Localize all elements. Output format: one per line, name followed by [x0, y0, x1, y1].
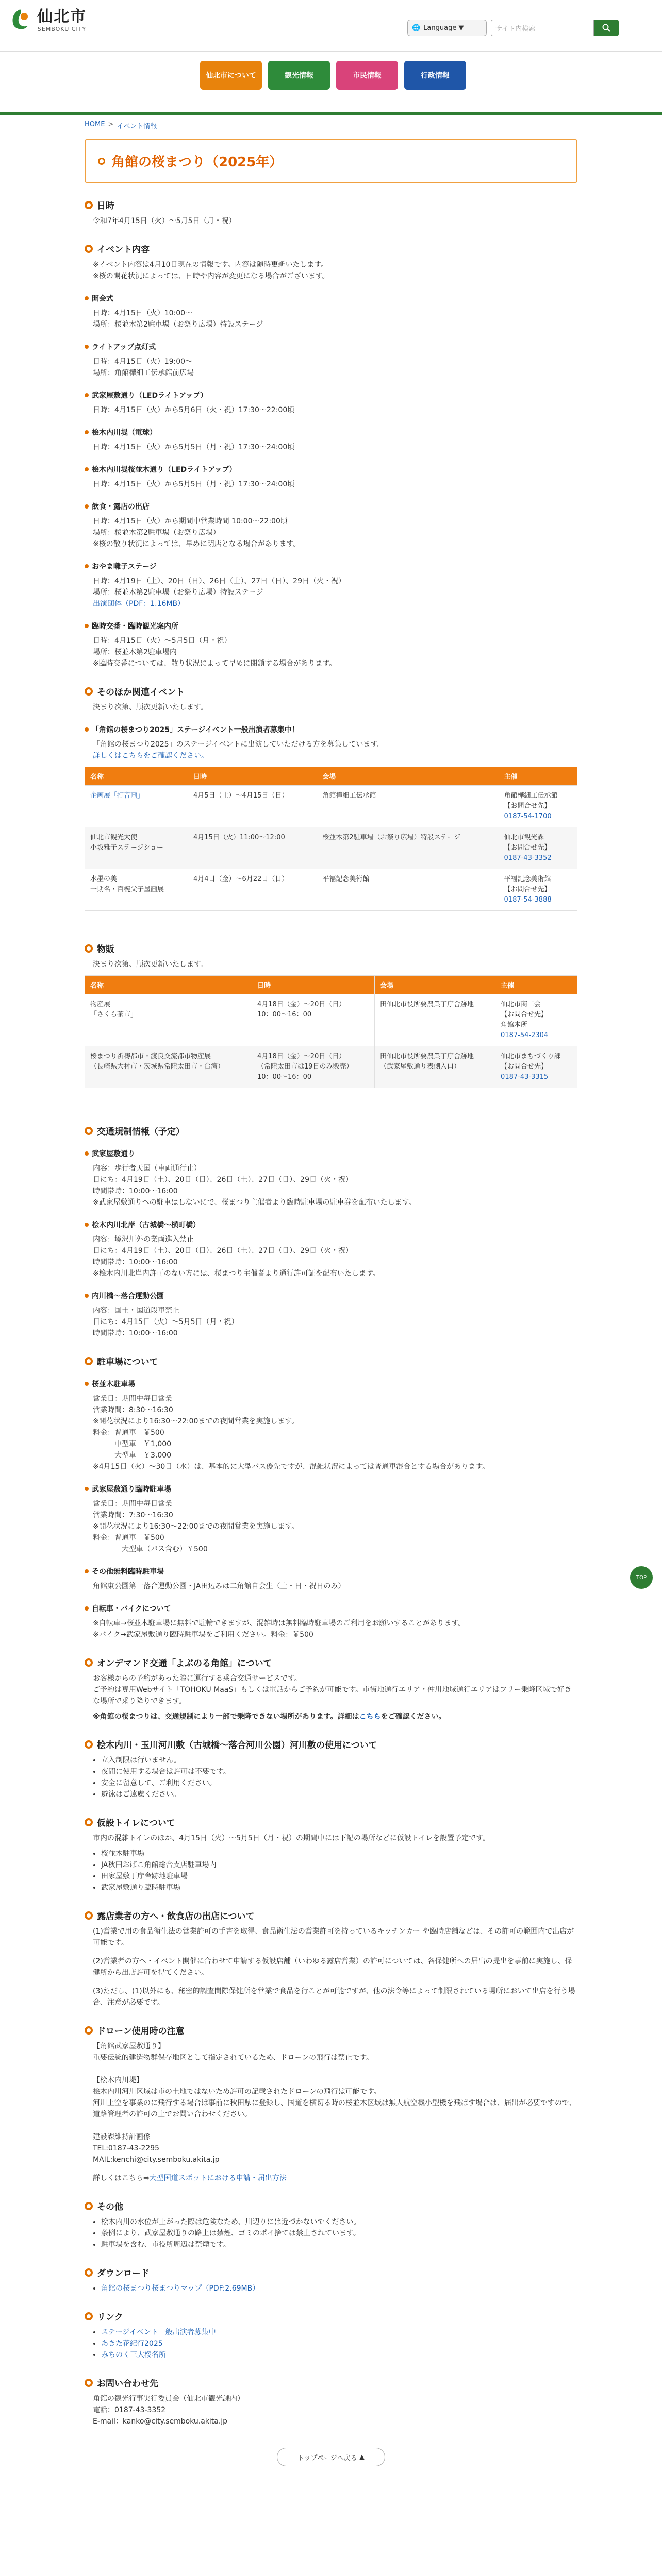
table-cell-text: 【お問合せ先】: [501, 1011, 548, 1019]
section-vendor-heading: 露店業者の方へ・飲食店の出店について: [85, 1909, 577, 1922]
detail: [93, 1498, 577, 1555]
table-cell-text: 仙北市商工会: [501, 1001, 541, 1008]
toilet-list: [101, 1848, 577, 1893]
table-row: [85, 786, 577, 827]
text-line: 内容：歩行者天国（車両通行止）: [93, 1164, 201, 1173]
search-input[interactable]: [491, 20, 594, 36]
page-title: [85, 139, 577, 183]
subheading: [85, 621, 577, 631]
text-line: 【角館武家屋敷通り】: [93, 2042, 165, 2050]
table-cell-link[interactable]: 企画展「打音画」: [90, 792, 144, 800]
text-line: 日時：4月15日（火）～5月5日（月・祝）: [93, 637, 231, 645]
ondemand-note-link[interactable]: こちら: [359, 1713, 381, 1721]
text-line: 場所：桜並木第2駐車場（お祭り広場）特設ステージ: [93, 320, 263, 329]
heading-circle-icon: [85, 1357, 93, 1365]
traffic-items: [85, 1148, 577, 1339]
table-cell: [85, 827, 188, 869]
table-cell-text: 【お問合せ先】: [504, 886, 551, 893]
subheading-text: 開会式: [92, 295, 113, 303]
subheading-text: おやま囃子ステージ: [92, 563, 157, 571]
table-cell-text: （長崎県大村市・茨城県常陸太田市・台湾）: [90, 1063, 225, 1071]
table-cell-text: 4月5日（土）～4月15日（日）: [193, 792, 289, 800]
table-cell: [499, 869, 577, 911]
table-cell-text: 水墨の美: [90, 875, 118, 883]
table-cell-text: 桜まつり祈祷都市・渡良交流都市物産展: [90, 1053, 211, 1060]
text-line: 電話：0187-43-3352: [93, 2406, 166, 2414]
heading-circle-icon: [85, 944, 93, 953]
text-line: 日時：4月15日（火）10:00～: [93, 309, 193, 317]
subheading: [85, 464, 577, 474]
bullet-dot-icon: [85, 624, 89, 628]
subheading: [85, 501, 577, 512]
table-cell-link[interactable]: 0187-43-3315: [501, 1073, 549, 1081]
event-item-detail: [93, 308, 577, 330]
table-cell-text: 【お問合せ先】: [504, 844, 551, 852]
table-cell-text: 「さくら茶市」: [90, 1011, 138, 1019]
subheading-text: 武家屋敷通り（LEDライトアップ）: [92, 392, 208, 400]
title-circle-icon: [98, 158, 105, 165]
bullet-dot-icon: [85, 1382, 89, 1386]
subheading-text: 臨時交番・臨時観光案内所: [92, 622, 178, 631]
search-placeholder: サイト内検索: [495, 25, 536, 33]
related-detail-link[interactable]: 詳しくはこちらをご確認ください。: [93, 752, 208, 760]
drone-more-link[interactable]: 大型国道スポットにおける申請・届出方法: [149, 2174, 287, 2182]
table-cell: [317, 827, 499, 869]
text-line: 日にち：4月19日（土）、20日（日）、26日（土）、27日（日）、29日（火・祝）: [93, 1247, 353, 1255]
table-header-cell: 会場: [375, 976, 495, 994]
text-line: 日時：4月15日（火）から5月6日（火・祝）17:30～22:00頃: [93, 406, 295, 414]
table-cell-text: 平福記念美術館: [322, 875, 370, 883]
event-intro: ※イベント内容は4月10日現在の情報です。内容は随時更新いたします。 ※桜の開花状況によっては、日時や内容が変更になる場合がございます。: [93, 261, 329, 280]
text-line: ※武家屋敷通りへの駐車はしないにで、桜まつり主催者より臨時駐車場の駐車券を配布いたします。: [93, 1198, 416, 1207]
subheading: [85, 1148, 577, 1159]
table-cell-text: （常陸太田市は19日のみ販売）: [257, 1063, 353, 1071]
detail: [93, 1305, 577, 1339]
table-header-cell: 名称: [85, 976, 252, 994]
bullet-dot-icon: [85, 467, 89, 471]
table-cell-link[interactable]: 0187-54-3888: [504, 896, 552, 904]
bullet-dot-icon: [85, 1151, 89, 1156]
goods-intro: 決まり次第、順次更新いたします。: [93, 960, 208, 969]
table-cell-text: 4月15日（火）11:00～12:00: [193, 834, 285, 841]
page-top-button[interactable]: TOP: [630, 1566, 653, 1589]
heading-circle-icon: [85, 1740, 93, 1749]
text-line: ※開花状況により16:30～22:00までの夜間営業を実施します。: [93, 1417, 299, 1426]
heading-circle-icon: [85, 1818, 93, 1826]
text-line: 営業日：期間中毎日営業: [93, 1500, 172, 1508]
table-cell-text: 10：00～16：00: [257, 1073, 312, 1081]
subheading: [85, 293, 577, 303]
subheading-text: その他無料臨時駐車場: [92, 1568, 164, 1576]
section-event-heading: イベント内容: [85, 242, 577, 255]
text-line: 【桧木内川堤】: [93, 2076, 143, 2084]
table-cell-text: 角館樺細工伝承館: [322, 792, 376, 800]
bullet-dot-icon: [85, 430, 89, 434]
table-cell-text: 4月4日（金）～6月22日（日）: [193, 875, 289, 883]
list-item: • 桧木内川の水位が上がった際は危険なため、川辺りには近づかないでください。: [101, 2216, 577, 2228]
text-line: 大型車 ￥3,000: [93, 1451, 172, 1460]
subheading: [85, 561, 577, 571]
ondemand-note: ※角館の桜まつりは、交通規制により一部で乗降できない場所があります。詳細はこちらをご確認ください。: [93, 1713, 446, 1721]
list-link[interactable]: みちのく三大桜名所: [101, 2351, 166, 2359]
bullet-dot-icon: [85, 1569, 89, 1573]
text-line: 時間帯時：10:00～16:00: [93, 1329, 178, 1337]
subheading-text: 武家屋敷通り臨時駐車場: [92, 1485, 171, 1494]
site-logo[interactable]: [7, 7, 87, 33]
site-header: [0, 0, 662, 52]
table-cell-text: （武家屋敷通り表側入口）: [380, 1063, 461, 1071]
detail: [93, 1393, 577, 1472]
text-line: 日時：4月19日（土）、20日（日）、26日（土）、27日（日）、29日（火・祝）: [93, 577, 345, 585]
bullet-dot-icon: [85, 345, 89, 349]
drone-more: 詳しくはこちら⇒大型国道スポットにおける申請・届出方法: [93, 2174, 287, 2182]
table-cell-text: 平福記念美術館: [504, 875, 551, 883]
heading-circle-icon: [85, 245, 93, 253]
city-emblem-icon: [7, 7, 33, 33]
list-item: • 安全に留意して、ご利用ください。: [101, 1777, 577, 1789]
nav-item-4[interactable]: 行政情報: [404, 61, 466, 90]
heading-circle-icon: [85, 201, 93, 209]
section-links-heading: リンク: [85, 2310, 577, 2323]
table-cell-text: ―: [90, 896, 97, 904]
globe-icon: 🌐: [412, 24, 421, 32]
table-cell: [252, 1046, 374, 1088]
table-cell: [317, 786, 499, 827]
heading-circle-icon: [85, 1911, 93, 1920]
subheading: [85, 1291, 577, 1301]
table-header-row: [85, 767, 577, 786]
text-line: 内容：国土・国道段車禁止: [93, 1307, 179, 1315]
subheading: [85, 427, 577, 437]
text-line: 中型車 ￥1,000: [93, 1440, 172, 1448]
table-cell: [375, 994, 495, 1046]
list-item: • 駐車場を含む、市役所周辺は禁煙です。: [101, 2239, 577, 2250]
text-line: E-mail：kanko@city.semboku.akita.jp: [93, 2417, 228, 2426]
table-cell-link[interactable]: 0187-54-1700: [504, 812, 552, 820]
subheading: [85, 1566, 577, 1577]
text-line: 重要伝統的建造物群保存地区として指定されているため、ドローンの飛行は禁止です。: [93, 2054, 374, 2062]
list-item: • 遊泳はご遠慮ください。: [101, 1789, 577, 1800]
subheading-text: ライトアップ点灯式: [92, 343, 156, 351]
table-cell: [85, 869, 188, 911]
subheading-text: 飲食・露店の出店: [92, 503, 150, 511]
list-item: • 立入制限は行いません。: [101, 1755, 577, 1766]
nav-item-2[interactable]: 観光情報: [268, 61, 330, 90]
detail: [93, 1234, 577, 1279]
subheading-text: 桧木内川北岸（古城橋～横町橋）: [92, 1221, 200, 1229]
bike-text: [93, 1618, 577, 1640]
subheading-text: 武家屋敷通り: [92, 1150, 135, 1158]
list-item: • 武家屋敷通り臨時駐車場: [101, 1882, 577, 1893]
parking-items: [85, 1379, 577, 1592]
text-line: 日にち：4月15日（火）～5月5日（月・祝）: [93, 1318, 239, 1326]
section-related-heading: そのほか関連イベント: [85, 685, 577, 698]
text-line: ※桧木内川北岸内許可のない方には、桜まつり主催者より通行許可証を配布いたします。: [93, 1269, 380, 1278]
table-cell-text: 仙北市まちづくり課: [501, 1053, 561, 1060]
table-header-cell: 主催: [499, 767, 577, 786]
event-items: [85, 293, 577, 669]
text-line: ※開花状況により16:30～22:00までの夜間営業を実施します。: [93, 1522, 299, 1531]
event-item-detail: [93, 516, 577, 550]
related-intro: 決まり次第、順次更新いたします。: [93, 703, 208, 711]
text-line: 料金：普通車 ￥500: [93, 1429, 164, 1437]
table-cell: [499, 827, 577, 869]
list-item: [101, 2327, 577, 2338]
subheading: [85, 1484, 577, 1494]
text-line: ※自転車→桜並木駐車場に無料で駐輪できますが、混雑時は無料臨時駐車場のご利用をお願いすることがあります。: [93, 1619, 466, 1628]
toilet-intro: 市内の混雑トイレのほか、4月15日（火）～5月5日（月・祝）の期間中には下記の場所などに仮設トイレを設置予定です。: [93, 1834, 490, 1842]
nav-item-3[interactable]: 市民情報: [336, 61, 398, 90]
vendor-p3: (3)ただし、(1)以外にも、秘密的調査間際保健所を営業で食品を行ことが可能ですが、他の法令等によって制限されている場所において出店を行う場合、注意が必要です。: [93, 1987, 575, 2007]
subheading-text: 桜並木駐車場: [92, 1380, 135, 1388]
table-cell-text: 【お問合せ先】: [501, 1063, 548, 1071]
event-item-detail: [93, 442, 577, 453]
table-cell: [495, 1046, 577, 1088]
table-cell-text: 桜並木第2駐車場（お祭り広場）特設ステージ: [322, 834, 461, 841]
language-button[interactable]: [407, 20, 487, 36]
related-events-table: [85, 767, 577, 911]
text-line: 営業日：期間中毎日営業: [93, 1395, 172, 1403]
riverbed-list: [101, 1755, 577, 1800]
text-line: [93, 2120, 577, 2131]
section-other-heading: その他: [85, 2199, 577, 2212]
bike-heading: 自転車・バイクについて: [85, 1603, 577, 1614]
bullet-dot-icon: [85, 1294, 89, 1298]
related-subheading: 「角館の桜まつり2025」ステージイベント一般出演者募集中！: [85, 724, 577, 735]
text-line: 場所：桜並木第2駐車場内: [93, 648, 177, 656]
list-link[interactable]: 角館の桜まつり桜まつりマップ（PDF:2.69MB）: [101, 2284, 260, 2293]
detail: [93, 1581, 577, 1592]
contact-text: [93, 2393, 577, 2427]
drone-text: [93, 2041, 577, 2165]
table-cell-text: 田仙北市役所要農業丁庁舎跡地: [380, 1001, 474, 1008]
nav-item-1[interactable]: 仙北市について: [200, 61, 262, 90]
table-cell: [85, 994, 252, 1046]
search-button[interactable]: [594, 20, 619, 36]
table-cell-link[interactable]: 0187-43-3352: [504, 854, 552, 862]
table-cell-text: 角館樺細工伝承館: [504, 792, 558, 800]
section-parking-heading: 駐車場について: [85, 1354, 577, 1367]
main-content: [85, 139, 577, 2466]
download-list: [101, 2283, 577, 2294]
breadcrumb: HOME > イベント情報: [85, 121, 157, 130]
table-header-cell: 主催: [495, 976, 577, 994]
heading-circle-icon: [85, 2268, 93, 2277]
goods-table: [85, 975, 577, 1088]
links-list: [101, 2327, 577, 2361]
text-line: 料金：普通車 ￥500: [93, 1534, 164, 1542]
list-item: • 田家屋敷丁庁舎跡地駐車場: [101, 1871, 577, 1882]
text-line: ※臨時交番については、散り状況によって早めに閉鎖する場合があります。: [93, 659, 337, 668]
table-cell-text: 仙北市観光大使: [90, 834, 138, 841]
bullet-dot-icon: [85, 1487, 89, 1491]
list-link[interactable]: あきた花紀行2025: [101, 2340, 163, 2348]
heading-circle-icon: [85, 2202, 93, 2210]
table-header-row: [85, 976, 577, 994]
section-date-heading: 日時: [85, 198, 577, 211]
text-line: MAIL:kenchi@city.semboku.akita.jp: [93, 2156, 220, 2164]
heading-circle-icon: [85, 2312, 93, 2320]
list-item: • JA秋田おばこ角館総合支店駐車場内: [101, 1859, 577, 1871]
text-line: 日時：4月15日（火）から5月5日（月・祝）17:30～24:00頃: [93, 443, 295, 451]
text-line: 桧木内川河川区域は市の土地ではないため許可の記載されたドローンの飛行は可能です。: [93, 2088, 381, 2096]
text-line: ※桜の散り状況によっては、早めに閉店となる場合があります。: [93, 540, 301, 548]
table-cell: [317, 869, 499, 911]
table-row: [85, 1046, 577, 1088]
list-item: [101, 2338, 577, 2349]
event-date: 令和7年4月15日（火）～5月5日（月・祝）: [93, 217, 236, 225]
heading-circle-icon: [85, 1658, 93, 1667]
text-line: 日時：4月15日（火）19:00～: [93, 358, 193, 366]
text-line: 時間帯時：10:00～16:00: [93, 1258, 178, 1266]
table-cell-text: 角館本所: [501, 1021, 528, 1029]
list-item: [101, 2349, 577, 2361]
bullet-dot-icon: [85, 1606, 89, 1611]
subheading-text: 桧木内川堤桜並木通り（LEDライトアップ）: [92, 466, 237, 474]
table-cell: [495, 994, 577, 1046]
table-cell: [188, 827, 317, 869]
table-cell-text: 一期名・百椀父子墨画展: [90, 886, 164, 893]
ondemand-text: [93, 1673, 577, 1707]
text-line: TEL:0187-43-2295: [93, 2144, 160, 2153]
table-cell-text: 10：00～16：00: [257, 1011, 312, 1019]
text-line: ※4月15日（火）～30日（水）は、基本的に大型バス優先ですが、混雑状況によっては普通車混合とする場合があります。: [93, 1463, 490, 1471]
global-nav: [200, 61, 466, 90]
list-item: [101, 2283, 577, 2294]
text-line: 角館の観光行事実行委員会（仙北市観光課内）: [93, 2395, 244, 2403]
table-row: [85, 994, 577, 1046]
event-item-link[interactable]: 出演団体（PDF：1.16MB）: [93, 600, 185, 608]
detail: [93, 1163, 577, 1208]
text-line: 日にち：4月19日（土）、20日（日）、26日（土）、27日（日）、29日（火・祝）: [93, 1176, 353, 1184]
related-text: 「角館の桜まつり2025」のステージイベントに出演していただける方を募集しています。 詳しくはこちらをご確認ください。: [93, 740, 385, 760]
subheading-text: 内川橋～落合運動公園: [92, 1292, 164, 1300]
section-traffic-heading: 交通規制情報（予定）: [85, 1124, 577, 1137]
logo-name: 仙北市: [37, 7, 87, 26]
bullet-dot-icon: [85, 1223, 89, 1227]
table-header-cell: 名称: [85, 767, 188, 786]
nav-divider: [0, 112, 662, 115]
bullet-dot-icon: [85, 393, 89, 397]
table-cell: [85, 786, 188, 827]
back-to-top-button[interactable]: トップページへ戻る ▲: [277, 2448, 385, 2466]
subheading: [85, 390, 577, 400]
table-cell-text: 田仙北市役所要農業丁庁舎跡地: [380, 1053, 474, 1060]
text-line: 場所：桜並木第2駐車場（お祭り広場）特設ステージ: [93, 588, 263, 597]
language-label: Language ▼: [423, 24, 464, 32]
table-cell-text: 物産展: [90, 1001, 111, 1008]
bullet-dot-icon: [85, 504, 89, 509]
table-cell-text: 仙北市観光課: [504, 834, 544, 841]
page-title-text: 角館の桜まつり（2025年）: [111, 155, 283, 170]
text-line: 建設課維持計画係: [93, 2133, 151, 2141]
breadcrumb-events[interactable]: イベント情報: [117, 123, 157, 130]
heading-circle-icon: [85, 687, 93, 696]
subheading: [85, 1219, 577, 1230]
heading-circle-icon: [85, 1127, 93, 1135]
text-line: ご予約は専用Webサイト「TOHOKU MaaS」もしくは電話からご予約が可能です。市街地通行エリア・仲川地域通行エリアはフリー乗降区域で好きな場所で乗り降りできます。: [93, 1686, 572, 1705]
event-item-detail: [93, 575, 577, 609]
heading-circle-icon: [85, 2379, 93, 2387]
section-goods-heading: 物販: [85, 942, 577, 955]
text-line: 時間帯時：10:00～16:00: [93, 1187, 178, 1195]
heading-circle-icon: [85, 2026, 93, 2035]
search-icon: [602, 24, 610, 32]
table-cell: [85, 1046, 252, 1088]
subheading: [85, 1379, 577, 1389]
subheading: [85, 342, 577, 352]
event-item-detail: [93, 356, 577, 379]
table-cell-text: 【お問合せ先】: [504, 802, 551, 810]
text-line: 河川上空を事業のに飛行する場合は事前に秋田県に登録し、国道を横切る時の桜並木区域は無人航空機小型機を飛ばす場合は、届出が必要ですので、道路管理者の許可の上でお問い合わせください。: [93, 2099, 576, 2119]
text-line: 角館東公園第一落合運動公園・JA田辺みは二角館自会生（土・日・祝日のみ）: [93, 1582, 345, 1590]
text-line: 日時：4月15日（火）から期間中営業時間 10:00～22:00頃: [93, 517, 288, 526]
section-download-heading: ダウンロード: [85, 2266, 577, 2279]
table-header-cell: 日時: [252, 976, 374, 994]
text-line: お客様からの予約があった際に運行する乗合交通サービスです。: [93, 1674, 302, 1683]
text-line: 場所：桜並木第2駐車場（お祭り広場）: [93, 529, 220, 537]
table-cell: [375, 1046, 495, 1088]
vendor-p2: (2)営業者の方へ・イベント開催に合わせて申請する仮設店舗（いわゆる露店営業）の許可については、各保健所への届出の提出を事前に実施し、保健所から出店許可を得てください。: [93, 1957, 572, 1977]
section-contact-heading: お問い合わせ先: [85, 2376, 577, 2389]
table-cell-text: 4月18日（金）～20日（日）: [257, 1053, 346, 1060]
bullet-dot-icon: [85, 296, 89, 300]
table-header-cell: 日時: [188, 767, 317, 786]
text-line: [93, 2063, 577, 2075]
table-cell-text: 4月18日（金）～20日（日）: [257, 1001, 346, 1008]
table-row: [85, 827, 577, 869]
list-link[interactable]: ステージイベント一般出演者募集中: [101, 2328, 216, 2336]
list-item: • 条例により、武家屋敷通りの路上は禁煙、ゴミのポイ捨ては禁止されています。: [101, 2228, 577, 2239]
table-cell: [188, 869, 317, 911]
vendor-p1: (1)営業で用の食品衛生法の営業許可の手書を取得、食品衛生法の営業許可を持っているキッチンカー や臨時店舗などは、その許可の範囲内で出店が可能です。: [93, 1927, 574, 1947]
text-line: 場所：角館樺細工伝承館前広場: [93, 369, 194, 377]
table-row: [85, 869, 577, 911]
table-cell: [252, 994, 374, 1046]
event-item-detail: [93, 635, 577, 669]
section-ondemand-heading: オンデマンド交通「よぶのる角館」について: [85, 1656, 577, 1669]
event-item-detail: [93, 479, 577, 490]
logo-subtitle: SEMBOKU CITY: [37, 25, 87, 32]
text-line: 営業時間：8:30～16:30: [93, 1406, 173, 1414]
breadcrumb-home[interactable]: HOME: [85, 121, 105, 128]
section-riverbed-heading: 桧木内川・玉川河川敷（古城橋～落合河川公園）河川敷の使用について: [85, 1738, 577, 1751]
text-line: 営業時間：7:30～16:30: [93, 1511, 173, 1519]
text-line: 日時：4月15日（火）から5月5日（月・祝）17:30～24:00頃: [93, 480, 295, 488]
list-item: • 桜並木駐車場: [101, 1848, 577, 1859]
bullet-dot-icon: [85, 564, 89, 568]
list-item: • 夜間に使用する場合は許可は不要です。: [101, 1766, 577, 1777]
text-line: 内容：境沢川外の業両進入禁止: [93, 1235, 194, 1244]
section-toilet-heading: 仮設トイレについて: [85, 1816, 577, 1828]
table-header-cell: 会場: [317, 767, 499, 786]
table-cell-link[interactable]: 0187-54-2304: [501, 1031, 549, 1039]
subheading-text: 桧木内川堤（電球）: [92, 429, 157, 437]
other-list: [101, 2216, 577, 2250]
table-cell: [499, 786, 577, 827]
section-drone-heading: ドローン使用時の注意: [85, 2024, 577, 2037]
event-item-detail: [93, 404, 577, 416]
text-line: 大型車（バス含む）￥500: [93, 1545, 208, 1553]
table-cell-text: 小坂雅子ステージショー: [90, 844, 163, 852]
text-line: ※バイク→武家屋敷通り臨時駐車場をご利用ください。料金：￥500: [93, 1631, 313, 1639]
bullet-dot-icon: [85, 727, 89, 732]
table-cell: [188, 786, 317, 827]
